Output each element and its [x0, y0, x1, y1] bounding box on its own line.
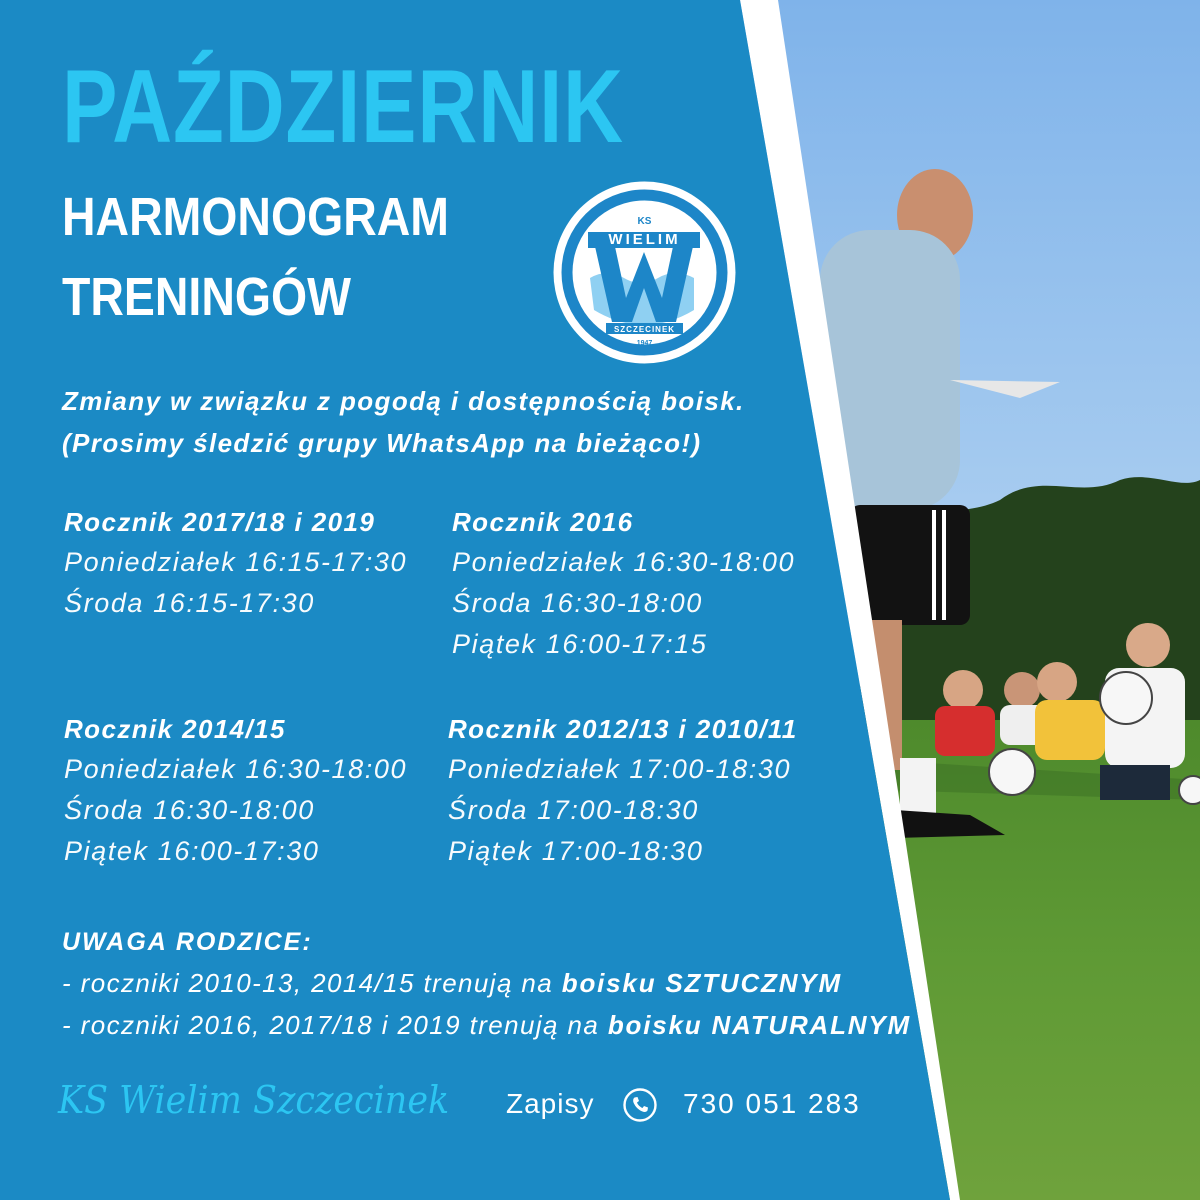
schedule-line: Środa 17:00-18:30	[448, 795, 699, 825]
group-heading: Rocznik 2017/18 i 2019	[64, 507, 376, 537]
schedule-line: Piątek 16:00-17:15	[452, 629, 708, 659]
title-line-1: HARMONOGRAM	[62, 187, 449, 247]
logo-city: SZCZECINEK	[613, 325, 676, 334]
phone-number: 730 051 283	[683, 1088, 861, 1119]
schedule-line: Piątek 17:00-18:30	[448, 836, 704, 866]
logo-year: 1947	[636, 340, 653, 347]
schedule-line: Piątek 16:00-17:30	[64, 836, 320, 866]
schedule-group	[452, 507, 795, 670]
note-line-1: Zmiany w związku z pogodą i dostępnością boisk.	[62, 386, 745, 416]
note-line-2: (Prosimy śledzić grupy WhatsApp na bieżąco!)	[62, 428, 702, 458]
notice-line-1-bold: boisku SZTUCZNYM	[561, 968, 842, 998]
notice-heading: UWAGA RODZICE:	[62, 928, 313, 956]
group-heading: Rocznik 2014/15	[64, 714, 286, 744]
parents-notice	[62, 928, 911, 1052]
schedule-line: Poniedziałek 16:30-18:00	[64, 754, 408, 784]
title-line-2: TRENINGÓW	[62, 267, 351, 327]
signup-label: Zapisy	[506, 1088, 595, 1119]
notice-line-2-bold: boisku NATURALNYM	[607, 1010, 911, 1040]
schedule-line: Poniedziałek 17:00-18:30	[448, 754, 792, 784]
schedule-group	[64, 714, 407, 877]
notice-line-2	[62, 1010, 911, 1052]
schedule-line: Środa 16:30-18:00	[64, 795, 315, 825]
logo-top-text: KS	[637, 216, 652, 227]
logo-name: WIELIM	[608, 231, 681, 248]
schedule-line: Środa 16:15-17:30	[64, 588, 315, 618]
notice-line-1-text: - roczniki 2010-13, 2014/15 trenują na	[62, 968, 562, 998]
notice-line-1	[62, 968, 911, 1010]
club-crest-icon	[552, 180, 737, 365]
schedule-group	[64, 507, 407, 629]
schedule-group	[448, 714, 798, 877]
notice-line-2-text: - roczniki 2016, 2017/18 i 2019 trenują na	[62, 1010, 608, 1040]
club-signature: KS Wielim Szczecinek	[58, 1078, 450, 1122]
group-heading: Rocznik 2016	[452, 507, 634, 537]
group-heading: Rocznik 2012/13 i 2010/11	[448, 714, 798, 744]
phone-icon	[622, 1087, 658, 1123]
schedule-line: Środa 16:30-18:00	[452, 588, 703, 618]
schedule-line: Poniedziałek 16:15-17:30	[64, 547, 408, 577]
month-heading: PAŹDZIERNIK	[62, 49, 624, 165]
schedule-line: Poniedziałek 16:30-18:00	[452, 547, 796, 577]
